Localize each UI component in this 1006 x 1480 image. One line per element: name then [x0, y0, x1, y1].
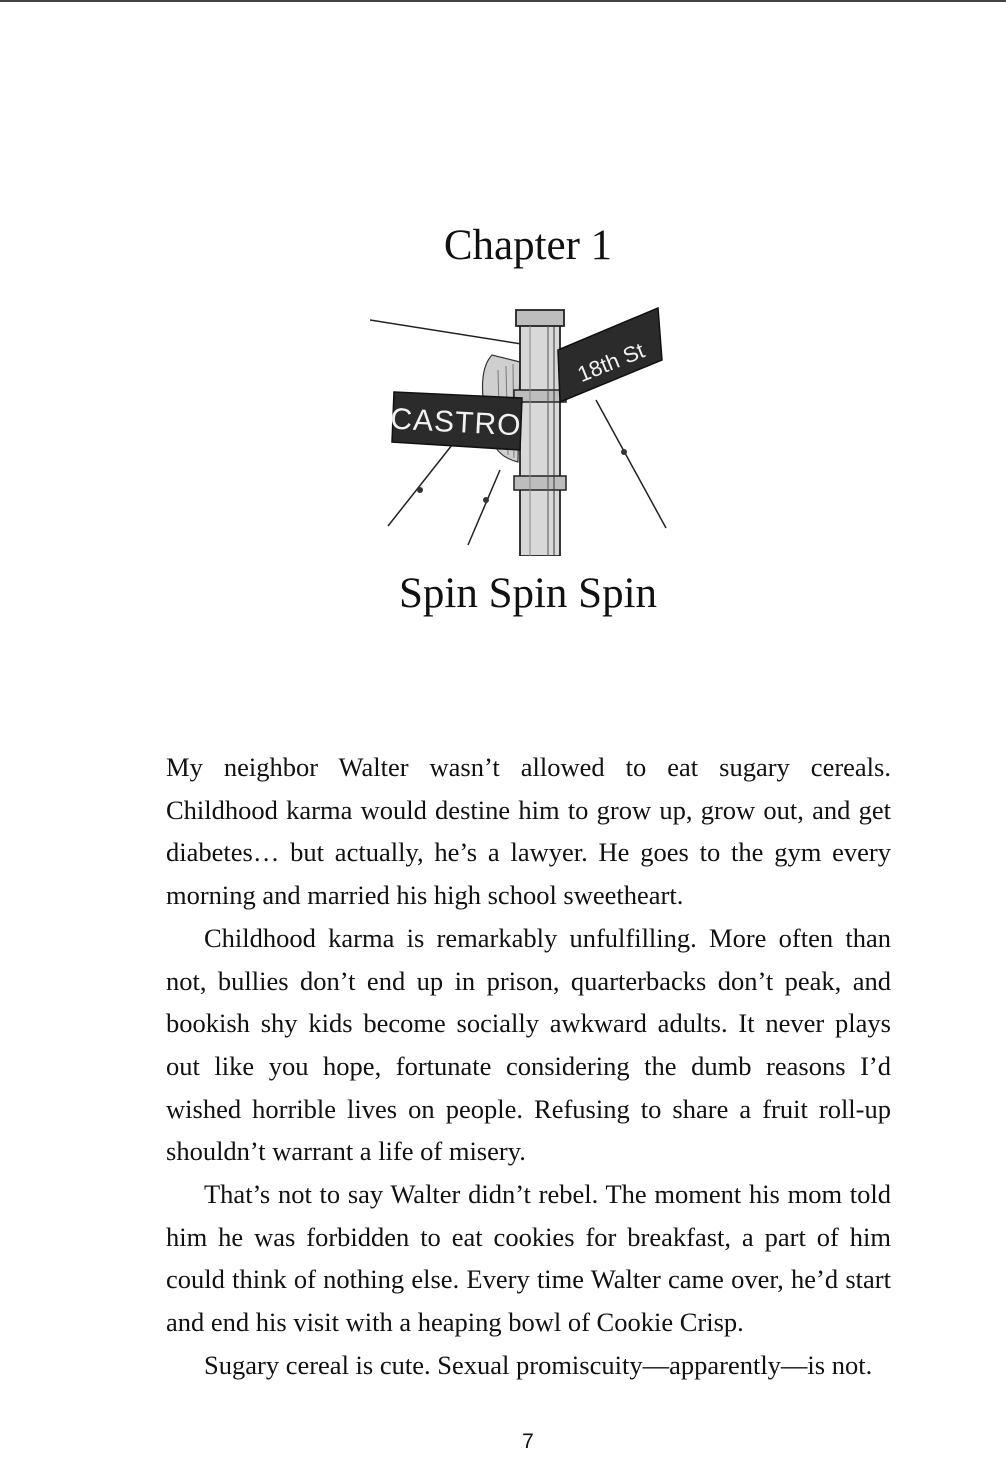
- body-text: [166, 746, 891, 1387]
- 18th-st-sign-label: 18th St: [573, 337, 648, 387]
- castro-sign: [390, 392, 523, 450]
- top-border: [0, 0, 1006, 2]
- paragraph-2: Childhood karma is remarkably unfulfilling. More often than not, bullies don’t end up in prison, quarterbacks don’t peak, and bookish shy kids become socially awkward adults. It never plays out like you hope, fortunate considering the dumb reasons I’d wished horrible lives on people. Refusing to share a fruit roll-up shouldn’t warrant a life of misery.: [166, 922, 891, 1167]
- paragraph-3: That’s not to say Walter didn’t rebel. The moment his mom told him he was forbidden to eat cookies for breakfast, a part of him could think of nothing else. Every time Walter came over, he’d start and end his visit with a heaping bowl of Cookie Crisp.: [166, 1179, 891, 1338]
- chapter-heading: Chapter 1: [443, 222, 613, 269]
- paragraph-4: Sugary cereal is cute. Sexual promiscuity—apparently—is not.: [204, 1349, 873, 1380]
- street-sign-illustration: [370, 300, 670, 556]
- page-number: 7: [522, 1430, 534, 1453]
- castro-sign-label: CASTRO: [389, 402, 523, 443]
- 18th-st-sign: [558, 308, 662, 402]
- chapter-title: Spin Spin Spin: [398, 570, 658, 617]
- paragraph-1: My neighbor Walter wasn’t allowed to eat sugary cereals. Childhood karma would destine him to grow up, grow out, and get diabetes… but actually, he’s a lawyer. He goes to the gym every morning and married his high school sweetheart.: [166, 752, 891, 911]
